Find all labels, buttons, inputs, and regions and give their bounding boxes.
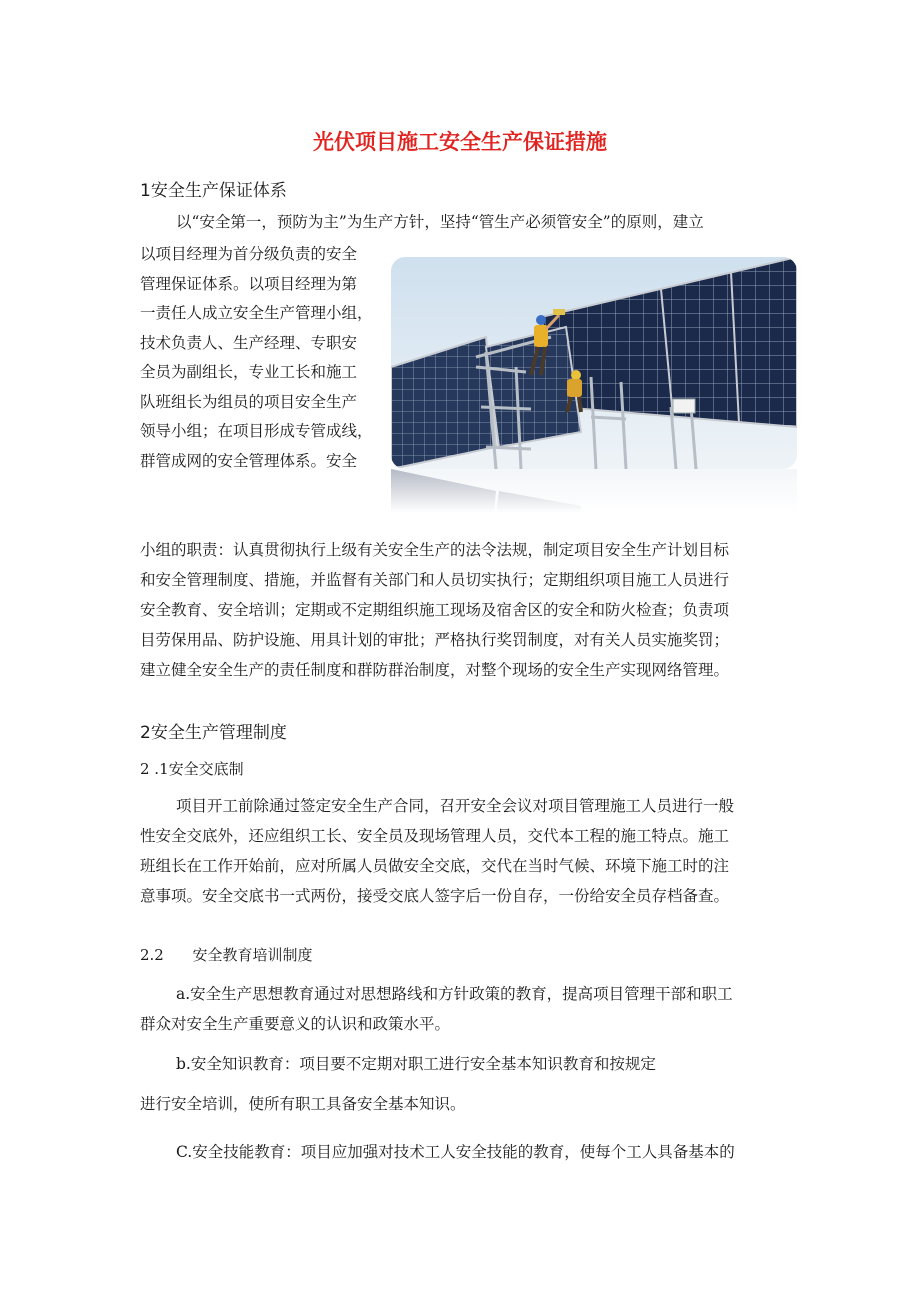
s2-1-line: 意事项。安全交底书一式两份，接受交底人签字后一份自存，一份给安全员存档备查。 <box>140 887 730 905</box>
s1-line: 目劳保用品、防护设施、用具计划的审批；严格执行奖罚制度，对有关人员实施奖罚； <box>140 631 730 649</box>
section-1-heading: 1安全生产保证体系 <box>140 181 287 201</box>
photo-reflection <box>391 469 797 513</box>
s2-1-line: 班组长在工作开始前，应对所属人员做安全交底，交代在当时气候、环境下施工时的注 <box>140 857 730 875</box>
subsection-2-2-heading: 2.2 安全教育培训制度 <box>140 946 313 964</box>
s2-1-line: 项目开工前除通过签定安全生产合同，召开安全会议对项目管理施工人员进行一般 <box>176 797 735 815</box>
s2-2-b-line: 进行安全培训，使所有职工具备安全基本知识。 <box>140 1095 466 1113</box>
s1-wrapped-line: 以项目经理为首分级负责的安全 <box>140 245 358 263</box>
document-title: 光伏项目施工安全生产保证措施 <box>313 130 607 154</box>
s1-wrapped-line: 群管成网的安全管理体系。安全 <box>140 451 358 470</box>
section-2-heading: 2安全生产管理制度 <box>140 723 287 743</box>
s1-line: 建立健全安全生产的责任制度和群防群治制度，对整个现场的安全生产实现网络管理。 <box>140 661 730 679</box>
s2-1-line: 性安全交底外，还应组织工长、安全员及现场管理人员，交代本工程的施工特点。施工 <box>140 827 730 845</box>
s1-wrapped-line: 全员为副组长，专业工长和施工 <box>140 363 358 381</box>
s2-2-b-line: b.安全知识教育：项目要不定期对职工进行安全基本知识教育和按规定 <box>176 1055 656 1073</box>
solar-panel-workers-photo <box>391 257 797 469</box>
s2-2-a-line: a.安全生产思想教育通过对思想路线和方针政策的教育，提高项目管理干部和职工 <box>176 985 733 1003</box>
s1-line: 安全教育、安全培训；定期或不定期组织施工现场及宿舍区的安全和防火检查；负责项 <box>140 601 730 619</box>
subsection-2-1-heading: 2 .1安全交底制 <box>140 760 244 778</box>
s2-2-a-line: 群众对安全生产重要意义的认识和政策水平。 <box>140 1015 451 1033</box>
s1-wrapped-text <box>140 240 386 476</box>
s1-wrapped-line: 队班组长为组员的项目安全生产 <box>140 392 358 411</box>
s1-wrapped-line: 管理保证体系。以项目经理为第 <box>140 274 358 293</box>
s1-line: 和安全管理制度、措施，并监督有关部门和人员切实执行；定期组织项目施工人员进行 <box>140 571 730 589</box>
s1-first-line: 以“安全第一，预防为主”为生产方针，坚持“管生产必须管安全”的原则，建立 <box>176 213 704 231</box>
s2-2-c-line: C.安全技能教育：项目应加强对技术工人安全技能的教育，使每个工人具备基本的 <box>176 1143 735 1161</box>
s1-line: 小组的职责：认真贯彻执行上级有关安全生产的法令法规，制定项目安全生产计划目标 <box>140 541 730 559</box>
s1-wrapped-line: 技术负责人、生产经理、专职安 <box>140 333 358 352</box>
s1-wrapped-line: 一责任人成立安全生产管理小组， <box>140 304 373 322</box>
s1-wrapped-line: 领导小组；在项目形成专管成线， <box>140 422 373 440</box>
